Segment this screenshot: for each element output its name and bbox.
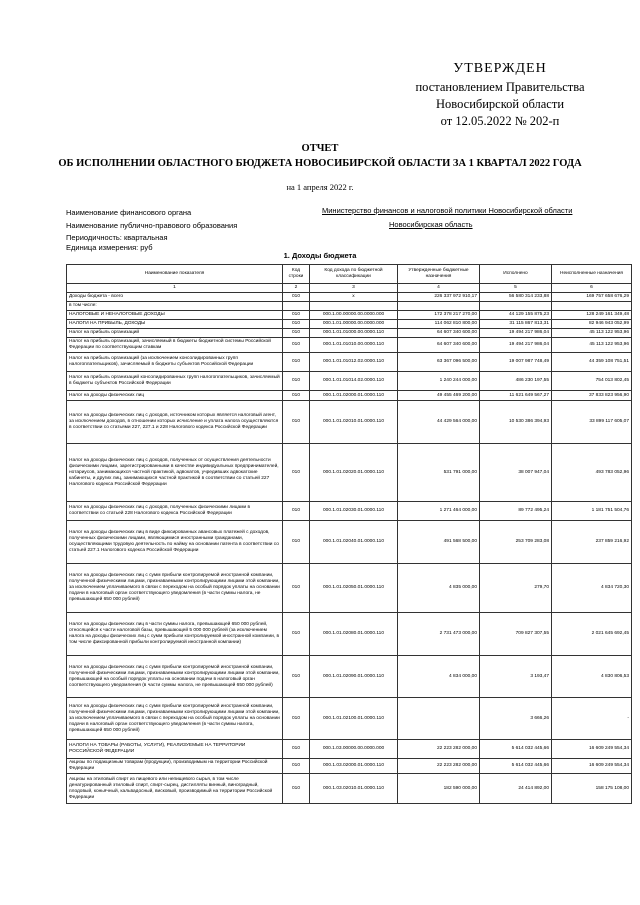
cell-kbk: 000.1.01.02040.01.0000.110 [310,521,398,564]
cell-kbk: 000.1.01.02050.01.0000.110 [310,564,398,613]
cell-name: Налог на доходы физических лиц [67,391,283,401]
budget-label: Наименование публично-правового образования [66,221,238,230]
table-row [67,302,632,311]
header-cell: Наименование показателя [67,265,283,284]
cell-executed: 38 007 947,04 [480,444,552,502]
cell-kbk: 000.1.01.01000.00.0000.110 [310,329,398,338]
cell-approved: 64 607 340 600,00 [398,338,480,353]
table-row [67,391,632,401]
table-row [67,372,632,391]
cell-code: 010 [283,311,310,320]
cell-code: 010 [283,656,310,698]
cell-executed: 3 193,47 [480,656,552,698]
cell-code: 010 [283,338,310,353]
cell-code: 010 [283,564,310,613]
cell-code: 010 [283,320,310,329]
section-title: 1. Доходы бюджета [283,251,357,260]
cell-name: НАЛОГОВЫЕ И НЕНАЛОГОВЫЕ ДОХОДЫ [67,311,283,320]
fin-org-label: Наименование финансового органа [66,208,192,217]
cell-code: 010 [283,774,310,804]
cell-code: 010 [283,521,310,564]
approval-head: УТВЕРЖДЕН [453,61,547,76]
number-cell: 5 [480,284,552,293]
cell-unexecuted: 4 830 806,53 [552,656,632,698]
cell-approved [398,698,480,740]
cell-code: 010 [283,293,310,302]
number-cell: 2 [283,284,310,293]
table-row [67,656,632,698]
cell-name: Доходы бюджета - всего [67,293,283,302]
cell-unexecuted: 44 359 108 751,51 [552,353,632,372]
cell-approved: 63 367 096 500,00 [398,353,480,372]
table-row [67,774,632,804]
table-row [67,521,632,564]
cell-code: 010 [283,401,310,444]
cell-executed: 56 580 314 233,88 [480,293,552,302]
table-header-row [67,265,632,284]
cell-kbk: 000.1.01.01012.02.0000.110 [310,353,398,372]
cell-name: Налог на прибыль организаций [67,329,283,338]
cell-approved: 4 835 000,00 [398,564,480,613]
cell-kbk: 000.1.01.02030.01.0000.110 [310,502,398,521]
cell-name: Акцизы по подакцизным товарам (продукции), производимым на территории Российской Федерации [67,759,283,774]
cell-unexecuted: 16 609 249 554,34 [552,759,632,774]
cell-unexecuted: - [552,698,632,740]
cell-kbk: 000.1.01.00000.00.0000.000 [310,320,398,329]
cell-approved: 531 791 000,00 [398,444,480,502]
cell-kbk: 000.1.01.02010.01.0000.110 [310,401,398,444]
table-row [67,311,632,320]
cell-unexecuted: 2 021 645 692,45 [552,613,632,656]
header-cell: Утвержденные бюджетные назначения [398,265,480,284]
cell-unexecuted: 128 249 161 349,48 [552,311,632,320]
cell-code: 010 [283,740,310,759]
table-row [67,401,632,444]
cell-unexecuted [552,302,632,311]
cell-name: Налог на доходы физических лиц в части суммы налога, превышающей 650 000 рублей, относящейся к части налоговой базы, превышающей 5 000 000 рублей (за исключением налога на доходы физических лиц с сумм прибыли контролируемой иностранной компании, в том числе фиксированной прибыли контролируемой иностранной компании) [67,613,283,656]
cell-unexecuted: 237 859 216,92 [552,521,632,564]
cell-kbk: 000.1.03.02000.01.0000.110 [310,759,398,774]
header-cell: Код дохода по бюджетной классификации [310,265,398,284]
cell-name: Налог на доходы физических лиц с доходов, источником которых является налоговый агент, за исключением доходов, в отношении которых исчисление и уплата налога осуществляются в соответствии со статьями 227, 227.1 и 228 Налогового кодекса Российской Федерации [67,401,283,444]
table-row [67,613,632,656]
approval-line-1: постановлением Правительства [415,80,585,94]
cell-name: Налог на доходы физических лиц с доходов, полученных физическими лицами в соответствии со статьей 228 Налогового кодекса Российской Федерации [67,502,283,521]
cell-unexecuted: 1 181 751 504,76 [552,502,632,521]
cell-kbk: 000.1.01.02100.01.0000.110 [310,698,398,740]
cell-approved: 172 378 217 270,00 [398,311,480,320]
cell-executed: 19 494 217 986,04 [480,329,552,338]
cell-name: НАЛОГИ НА ПРИБЫЛЬ, ДОХОДЫ [67,320,283,329]
cell-code: 010 [283,698,310,740]
cell-kbk: 000.1.01.01014.02.0000.110 [310,372,398,391]
cell-kbk: 000.1.00.00000.00.0000.000 [310,311,398,320]
cell-approved: 1 240 244 000,00 [398,372,480,391]
cell-name: Налог на доходы физических лиц с сумм прибыли контролируемой иностранной компании, полученной физическими лицами, признаваемыми контролирующими лицами этой компании, превышающей на особый порядок уплаты на основании подачи в налоговый орган соответствующего уведомления (в части суммы налога, не превышающей 650 000 рублей) [67,656,283,698]
cell-code: 010 [283,613,310,656]
cell-approved: 49 455 469 200,00 [398,391,480,401]
cell-executed: 709 827 307,55 [480,613,552,656]
cell-unexecuted: 37 833 823 956,90 [552,391,632,401]
cell-kbk: 000.1.01.01010.00.0000.110 [310,338,398,353]
cell-executed: 24 414 892,00 [480,774,552,804]
table-row [67,740,632,759]
cell-approved: 114 062 810 800,00 [398,320,480,329]
unit: Единица измерения: руб [66,243,153,252]
cell-code: 010 [283,444,310,502]
cell-approved [398,302,480,311]
cell-approved: 1 271 464 000,00 [398,502,480,521]
table-number-row [67,284,632,293]
cell-kbk: 000.1.03.02010.01.0000.110 [310,774,398,804]
cell-unexecuted: 33 899 117 605,07 [552,401,632,444]
cell-unexecuted: 16 609 249 554,34 [552,740,632,759]
cell-executed: 253 709 283,08 [480,521,552,564]
cell-unexecuted: 169 757 658 676,29 [552,293,632,302]
cell-executed: 5 614 032 445,66 [480,759,552,774]
cell-kbk [310,302,398,311]
cell-unexecuted: 82 946 943 052,99 [552,320,632,329]
cell-name: Акцизы на этиловый спирт из пищевого или непищевого сырья, в том числе денатурированный этиловый спирт, спирт-сырец, дистилляты винный, виноградный, плодовый, коньячный, кальвадосный, висковый, производимый на территории Российской Федерации [67,774,283,804]
cell-approved: 2 731 473 000,00 [398,613,480,656]
cell-executed: 44 129 155 875,23 [480,311,552,320]
cell-code: 010 [283,372,310,391]
cell-name: Налог на прибыль организаций (за исключением консолидированных групп налогоплательщиков), зачисляемый в бюджеты субъектов Российской Федерации [67,353,283,372]
cell-code: 010 [283,759,310,774]
cell-name: Налог на прибыль организаций консолидированных групп налогоплательщиков, зачисляемый в бюджеты субъектов Российской Федерации [67,372,283,391]
cell-code: 010 [283,391,310,401]
cell-code: 010 [283,502,310,521]
number-cell: 1 [67,284,283,293]
header-cell: Исполнено [480,265,552,284]
budget-value: Новосибирская область [389,220,473,229]
cell-unexecuted: 158 175 108,00 [552,774,632,804]
report-title: ОТЧЕТ [301,143,339,154]
periodicity: Периодичность: квартальная [66,233,168,242]
cell-approved: 64 607 340 600,00 [398,329,480,338]
cell-kbk: x [310,293,398,302]
table-row [67,444,632,502]
cell-approved: 22 223 282 000,00 [398,740,480,759]
cell-name: НАЛОГИ НА ТОВАРЫ (РАБОТЫ, УСЛУГИ), РЕАЛИЗУЕМЫЕ НА ТЕРРИТОРИИ РОССИЙСКОЙ ФЕДЕРАЦИИ [67,740,283,759]
cell-code [283,302,310,311]
cell-name: Налог на прибыль организаций, зачисляемый в бюджеты бюджетной системы Российской Федерации по соответствующим ставкам [67,338,283,353]
approval-block [400,60,600,130]
cell-approved: 226 337 972 910,17 [398,293,480,302]
header-cell: Код строки [283,265,310,284]
cell-name: Налог на доходы физических лиц с сумм прибыли контролируемой иностранной компании, полученной физическими лицами, признаваемыми контролирующими лицами этой компании, за исключением уплачиваемого в связи с переходом на особый порядок уплаты на основании подачи в налоговый орган соответствующего уведомления (в части суммы налога, не превышающей 650 000 рублей) [67,564,283,613]
cell-name: Налог на доходы физических лиц в виде фиксированных авансовых платежей с доходов, полученных физическими лицами, являющимися иностранными гражданами, осуществляющими трудовую деятельность по найму на основании патента в соответствии со статьей 227.1 Налогового кодекса Российской Федерации [67,521,283,564]
cell-unexecuted: 45 113 122 953,96 [552,338,632,353]
report-subtitle: ОБ ИСПОЛНЕНИИ ОБЛАСТНОГО БЮДЖЕТА НОВОСИБИРСКОЙ ОБЛАСТИ ЗА 1 КВАРТАЛ 2022 ГОДА [58,158,582,169]
income-table [66,264,632,804]
table-row [67,320,632,329]
cell-executed: 3 666,26 [480,698,552,740]
table-row [67,329,632,338]
cell-executed: 89 772 495,24 [480,502,552,521]
cell-executed: 279,70 [480,564,552,613]
cell-unexecuted: 45 113 122 953,96 [552,329,632,338]
cell-name: в том числе: [67,302,283,311]
fin-org-value: Министерство финансов и налоговой политики Новосибирской области [322,206,573,215]
cell-executed [480,302,552,311]
table-row [67,293,632,302]
approval-line-2: Новосибирской области [435,97,565,111]
cell-executed: 486 230 197,55 [480,372,552,391]
cell-approved: 4 834 000,00 [398,656,480,698]
cell-name: Налог на доходы физических лиц с сумм прибыли контролируемой иностранной компании, полученной физическими лицами, признаваемыми контролирующими лицами этой компании, за исключением уплачиваемого в связи с переходом на особый порядок уплаты на основании подачи в налоговый орган соответствующего уведомления (в части суммы налога, превышающей 650 000 рублей) [67,698,283,740]
number-cell: 4 [398,284,480,293]
report-date: на 1 апреля 2022 г. [286,182,354,192]
cell-name: Налог на доходы физических лиц с доходов, полученных от осуществления деятельности физическими лицами, зарегистрированными в качестве индивидуальных предпринимателей, нотариусов, занимающихся частной практикой, адвокатов, учредивших адвокатские кабинеты, и других лиц, занимающихся частной практикой в соответствии со статьей 227 Налогового кодекса Российской Федерации [67,444,283,502]
cell-approved: 22 223 282 000,00 [398,759,480,774]
cell-executed: 10 530 386 394,93 [480,401,552,444]
number-cell: 6 [552,284,632,293]
cell-unexecuted: 754 013 802,45 [552,372,632,391]
cell-executed: 11 621 649 567,27 [480,391,552,401]
cell-executed: 19 007 987 748,49 [480,353,552,372]
cell-approved: 491 568 500,00 [398,521,480,564]
cell-code: 010 [283,329,310,338]
cell-code: 010 [283,353,310,372]
table-row [67,698,632,740]
cell-unexecuted: 493 783 052,96 [552,444,632,502]
cell-unexecuted: 4 834 720,30 [552,564,632,613]
cell-executed: 19 494 217 986,04 [480,338,552,353]
table-row [67,338,632,353]
cell-kbk: 000.1.03.00000.00.0000.000 [310,740,398,759]
number-cell: 3 [310,284,398,293]
table-row [67,353,632,372]
cell-kbk: 000.1.01.02020.01.0000.110 [310,444,398,502]
cell-executed: 5 614 032 445,66 [480,740,552,759]
table-row [67,759,632,774]
table-row [67,564,632,613]
header-cell: Неисполненные назначения [552,265,632,284]
cell-kbk: 000.1.01.02080.01.0000.110 [310,613,398,656]
table-row [67,502,632,521]
cell-approved: 44 429 564 000,00 [398,401,480,444]
approval-line-3: от 12.05.2022 № 202-п [440,114,560,128]
cell-approved: 182 590 000,00 [398,774,480,804]
cell-executed: 31 115 867 813,31 [480,320,552,329]
cell-kbk: 000.1.01.02090.01.0000.110 [310,656,398,698]
cell-kbk: 000.1.01.02000.01.0000.110 [310,391,398,401]
